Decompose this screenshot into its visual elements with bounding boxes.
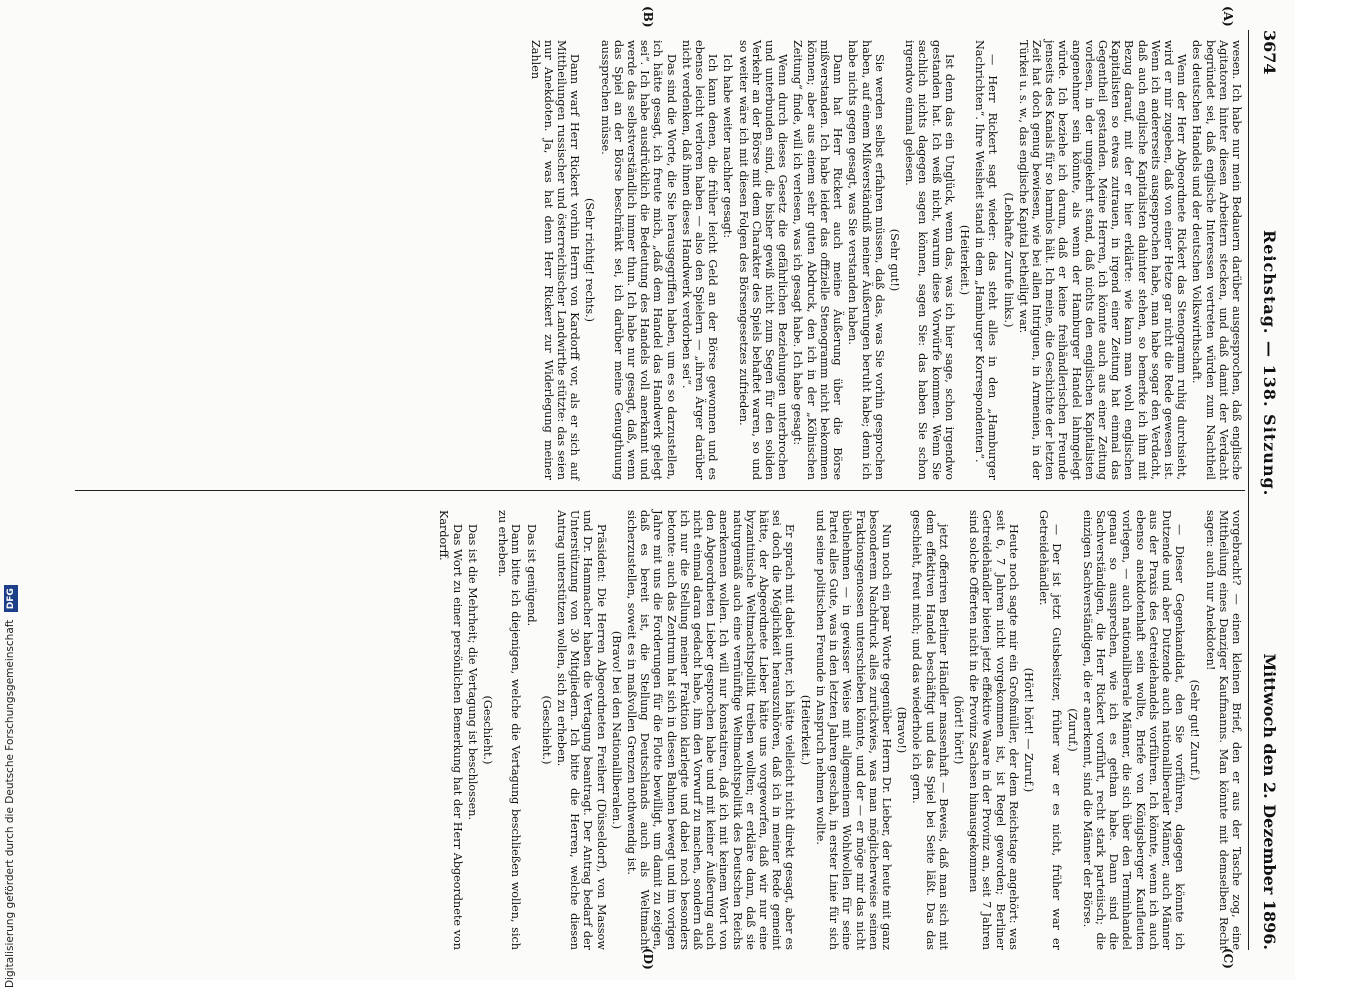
session-date: Mittwoch den 2. Dezember 1896. — [1260, 653, 1279, 950]
header-rule — [1248, 30, 1249, 950]
right-paragraph: vorgebracht? — einen kleinen Brief, den er aus der Tasche zog, eine Mittheilung eines Danziger Kaufmanns. Man könnte mit demselben Recht sagen: auch nur Anekdoten! — [1203, 510, 1243, 950]
left-interjection: (Sehr richtig! rechts.) — [583, 197, 597, 323]
page-number: 3674 — [1260, 30, 1279, 75]
margin-marker-a: (A) — [1221, 6, 1235, 27]
left-interjection: (Sehr gut!) — [887, 228, 901, 292]
left-paragraph: Das sind die Worte, die Sie herausgegriffen haben, um es so darzustellen, ich hätte gesagt, ich freute mich, „daß dem Handel das Handwerk gelegt sei“. Ich habe ausdrücklich die Bedeutung des Handels voll anerkannt und werde das selbstverständlich immer thun. Ich habe nur gesagt, daß, wenn das Spiel an der Börse beschränkt sei, ich darüber meine Genugthuung aussprechen müsse. — [598, 40, 678, 480]
right-interjection: (Zuruf.) — [1065, 708, 1079, 752]
left-paragraph: Dann hat Herr Rickert auch meine Äußerung über die Börse mißverstanden. Ich habe leider das offizielle Stenogramm nicht bekommen können; aber aus einem sehr guten Abdruck, den ich in der „Kölnischen Zeitung“ finde, will ich verlesen, was ich gesagt habe. Ich habe gesagt: — [791, 40, 845, 480]
right-paragraph: Heute noch sagte mir ein Großmüller, der dem Reichstage angehört: was seit 6, 7 Jahren nicht vorgekommen ist, ist Regel geworden; Berliner Getreidehändler bieten jetzt effektive Waare in der Provinz an, seit 7 Jahren sind solche Offerten nicht in die Provinz Sachsen hinausgekommen — [967, 510, 1020, 950]
right-paragraph: Er sprach mit dabei unter, ich hätte vielleicht nicht direkt gesagt, aber es sei doch die Möglichkeit herauszuhören, daß ich in meiner Rede gemeint hätte, der Abgeordnete Lieber hätte uns vorgeworfen, daß wir nur eine byzantinische Weltmachtspolitik treiben wollten; er erkläre dann, daß sie naturgemäß auch eine vernünftige Weltmachtspolitik des Deutschen Reichs anerkennen wollen. Ich will nur konstatiren, daß ich mit keinem Wort von den Abgeordneten Lieber gesprochen habe und mit keiner Äußerung auch nicht einmal daran gedacht habe, ihm den Vorwurf zu machen, sondern daß ich nur die Stellung meiner Fraktion klarlegte und dabei noch besonders betonte: auch das Zentrum hat sich in diesen Bahnen bewegt und im vorigen Jahre mit uns die Forderungen für die Flotte bewilligt, um damit zu zeigen, daß es bereit ist, die Stellung Deutschlands auch als Weltmacht sicherzustellen, soweit es in maßvollen Grenzen nothwendig ist. — [625, 510, 797, 950]
right-paragraph: Das ist die Mehrheit; die Vertagung ist beschlossen. — [465, 524, 479, 821]
dfg-logo: DFG — [4, 585, 18, 612]
right-paragraph: Das ist genügend. — [524, 524, 538, 627]
left-interjection: (Heiterkeit.) — [957, 224, 971, 296]
right-paragraph: — Der ist jetzt Gutsbesitzer, früher war er es nicht, früher war er Getreidehändler. — [1037, 510, 1064, 950]
right-text-column — [435, 510, 1243, 950]
margin-marker-c: (C) — [1221, 948, 1235, 969]
left-text-column — [526, 40, 1243, 480]
margin-marker-b: (B) — [641, 6, 655, 28]
left-paragraph: wesen. Ich habe nur mein Bedauern darüber ausgesprochen, daß englische Agitatoren hinter diesen Arbeitern stecken, und daß damit der Verdacht begründet sei, daß englische Interessen vertreten würden zum Nachtheil des deutschen Handels und der deutschen Volkswirthschaft. — [1190, 40, 1243, 480]
credit-text: Digitalisierung gefördert durch die Deutsche Forschungsgemeinschaft — [4, 619, 16, 988]
page-header — [1251, 30, 1287, 950]
digitization-credit — [0, 0, 20, 1000]
right-interjection: (Bravo!) — [895, 706, 909, 754]
left-paragraph: Sie werden selbst erfahren müssen, daß das, was Sie vorhin gesprochen haben, auf einem Mißverständniß meiner Äußerungen beruht habe; denn ich habe nichts gegen gesagt, was Sie verstanden haben. — [846, 40, 886, 480]
right-paragraph: — Dieser Gegenkandidat, den Sie vorführen, dagegen könnte ich Dutzende und aber Dutzende auch nationalliberaler Männer, auch Männer aus der Praxis des Getreidehandels vorführen. Ich könnte, wenn ich auch ebenso anekdotenhaft sein wollte, Briefe von Königsberger Kaufleuten vorlegen, — auch nationalliberale Männer, die sich über den Terminhandel genau so aussprechen, wie ich es gethan habe. Dann sind die Sachverständigen, die Herr Rickert vorführt, recht stark parteiisch; die einzigen Sachverständigen, die er anerkennt, sind die Männer der Börse. — [1080, 510, 1187, 950]
left-paragraph: Ich kann denen, die früher leicht Geld an der Börse gewonnen und es ebenso leicht verloren haben — also den Spielern — „ihren Ärger darüber nicht verdenken, daß ihnen dieses Handwerk verdorben sei“. — [679, 40, 720, 480]
right-paragraph: Dann bitte ich diejenigen, welche die Vertagung beschließen wollen, sich zu erheben. — [496, 510, 523, 950]
left-paragraph: Wenn der Herr Abgeordnete Rickert das Stenogramm ruhig durchsieht, wird er mir zugeben, daß von einer Hetze gar nicht die Rede gewesen ist. Wenn ich andererseits ausgesprochen habe, man habe sogar den Verdacht, daß auch englische Kapitalisten dahinter stehen, so bemerke ich ihm mit Bezug darauf, mit der er hier erklärte: wie kann man wohl englischen Kapitalisten so etwas zutrauen, in irgend einer Zeitung hat einmal das Gegentheil gestanden. Meine Herren, ich könnte auch aus einer Zeitung vorlesen, in der umgekehrt stand, daß nichts den englischen Kapitalisten angenehmer sein könnte, als wenn der Hamburger Handel lahmgelegt würde. Ich beziehe ich darum, daß er keine freihändlerischen Freunde jenseits des Kanals für so harmlos hält. Ich meine, die Geschichte der letzten Zeit hat doch genug bewiesen, wie bei allen Intriguen, in Armenien, in der Türkei u. s. w., das englische Kapital betheiligt war. — [1016, 40, 1189, 480]
column-divider — [75, 490, 1245, 491]
margin-marker-d: (D) — [641, 948, 655, 970]
right-interjection: (Bravo! bei den Nationalliberalen.) — [609, 630, 623, 830]
right-interjection: (Sehr gut! Zuruf.) — [1188, 679, 1202, 781]
right-paragraph: Nun noch ein paar Worte gegenüber Herrn Dr. Lieber, der heute mit ganz besonderem Nachdruck alles zurückwies, was man möglicherweise seinen Fraktionsgenossen unterschieben könnte, und der — er möge mir das nicht übelnehmen — in gewisser Weise mit allgemeinem Wohlwollen für seine Partei alles Gute, was in den letzten Jahren geschah, in erster Linie für sich und seine politischen Freunde in Anspruch nehmen wollte. — [813, 510, 893, 950]
right-paragraph: Das Wort zu einer persönlichen Bemerkung hat der Herr Abgeordnete von Kardorff. — [437, 510, 464, 950]
left-paragraph: Dann warf Herr Rickert vorhin Herrn von Kardorff vor, als er sich auf Mittheilungen russischer und österreichischer Landwirthe stützte: das seien nur Anekdoten. Ja, was hat denn Herr Rickert zur Widerlegung meiner Zahlen — [528, 40, 582, 480]
left-paragraph: Ich habe weiter nachher gesagt: — [721, 54, 735, 239]
right-interjection: (Heiterkeit.) — [798, 694, 812, 766]
right-paragraph: Präsident: Die Herren Abgeordneten Freiherr (Düsseldorf), von Massow und Dr. Hammacher haben die Vertagung beantragt. Der Antrag bedarf der Unterstützung von 30 Mitgliedern. Ich bitte die Herren, welche diesen Antrag unterstützen wollen, sich zu erheben. — [555, 510, 608, 950]
page-title: Reichstag. — 138. Sitzung. — [1260, 230, 1279, 497]
right-interjection: (Geschieht.) — [539, 695, 553, 765]
right-interjection: (Geschieht.) — [481, 695, 495, 765]
right-interjection: (Hört! hört! — Zuruf.) — [1021, 667, 1035, 793]
left-interjection: (Lebhafte Zurufe links.) — [1001, 192, 1015, 328]
right-paragraph: jetzt offeriren Berliner Händler massenhaft — Beweis, daß man sich mit dem effektiven Handel beschäftigt und das Spiel bei Seite läßt. Das das geschieht, freut mich; und das wiederhole ich gern. — [910, 510, 950, 950]
right-interjection: (hört! hört!) — [951, 695, 965, 765]
left-paragraph: Wenn durch dieses Gesetz die gefährlichen Beziehungen unterbrochen und unterbunden sind, die bisher gewiß nicht zum Segen für den soliden Verkehr an der Börse mit dem Charakter des Spiels behaftet waren, so und so weiter wäre ich mit diesen Folgen des Börsengesetzes zufrieden. — [736, 40, 790, 480]
left-paragraph: Ist denn das ein Unglück, wenn das, was ich hier sage, schon irgendwo gestanden hat. Ich weiß nicht, warum diese Vorwürfe kommen. Wenn Sie sachlich nichts dagegen sagen können, sagen Sie: das haben Sie schon irgendwo einmal gelesen. — [903, 40, 956, 480]
left-paragraph: — Herr Rickert sagt wieder: das steht alles in den „Hamburger Nachrichten“. Ihre Weisheit stand in dem „Hamburger Korrespondenten“. — [973, 40, 1000, 480]
